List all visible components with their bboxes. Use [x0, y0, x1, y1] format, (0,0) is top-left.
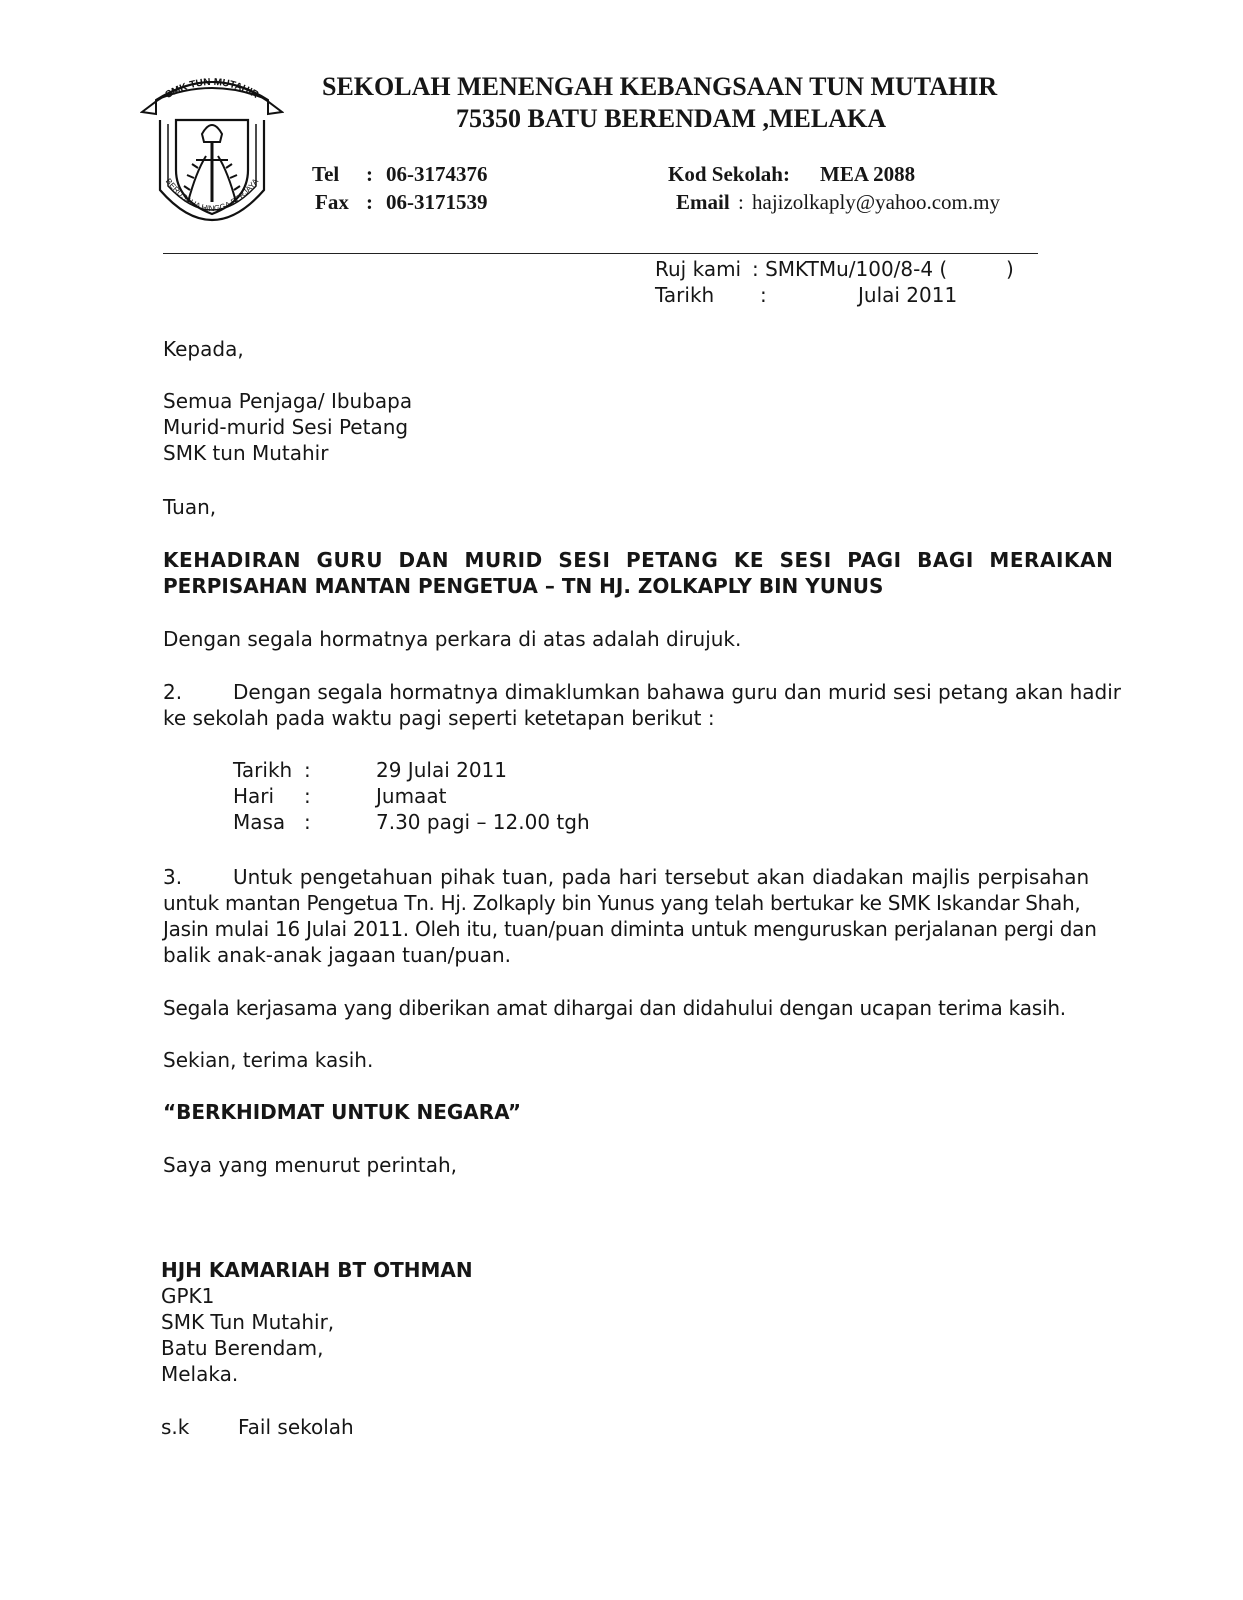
ruj-kami-label: Ruj kami [655, 257, 742, 281]
fax-label: Fax [315, 190, 349, 214]
paragraph-3-number: 3. [163, 865, 183, 889]
recipient-line-3: SMK tun Mutahir [163, 441, 329, 465]
motto: “BERKHIDMAT UNTUK NEGARA” [163, 1100, 521, 1124]
paragraph-2-number: 2. [163, 680, 183, 704]
schedule-masa-value: 7.30 pagi – 12.00 tgh [376, 810, 590, 834]
paragraph-4: Segala kerjasama yang diberikan amat dihargai dan didahului dengan ucapan terima kasih. [163, 996, 1066, 1020]
signatory-city: Batu Berendam, [161, 1336, 324, 1360]
email-sep: : [738, 190, 744, 214]
paragraph-2-line-2: ke sekolah pada waktu pagi seperti ketetapan berikut : [163, 706, 715, 730]
cc-value: Fail sekolah [238, 1415, 354, 1439]
schedule-tarikh-value: 29 Julai 2011 [376, 758, 508, 782]
tel-label: Tel [312, 162, 340, 186]
recipient-line-2: Murid-murid Sesi Petang [163, 415, 409, 439]
schedule-masa-sep: : [304, 810, 311, 834]
kod-sekolah-label: Kod Sekolah: [668, 162, 790, 186]
tarikh-label: Tarikh [655, 283, 715, 307]
tarikh-sep: : [760, 283, 767, 307]
fax-value: 06-3171539 [386, 190, 488, 214]
tel-sep: : [366, 162, 373, 186]
email-value[interactable]: hajizolkaply@yahoo.com.my [752, 190, 1000, 214]
paragraph-3-line-3: Jasin mulai 16 Julai 2011. Oleh itu, tuan/puan diminta untuk menguruskan perjalanan pergi dan [163, 917, 1097, 941]
signatory-name: HJH KAMARIAH BT OTHMAN [161, 1258, 473, 1282]
ruj-kami-value: : SMKTMu/100/8-4 ( [752, 257, 948, 281]
closing: Sekian, terima kasih. [163, 1048, 374, 1072]
paragraph-3-line-4: balik anak-anak jagaan tuan/puan. [163, 943, 512, 967]
schedule-hari-value: Jumaat [376, 784, 447, 808]
school-logo [140, 72, 284, 240]
subject-line-1 [163, 547, 1114, 573]
tarikh-value: Julai 2011 [858, 283, 958, 307]
schedule-tarikh-label: Tarikh [233, 758, 293, 782]
email-label: Email [676, 190, 730, 214]
signatory-state: Melaka. [161, 1362, 239, 1386]
ruj-kami-close: ) [1006, 257, 1014, 281]
schedule-tarikh-sep: : [304, 758, 311, 782]
kod-sekolah-value: MEA 2088 [820, 162, 916, 186]
school-address: 75350 BATU BERENDAM ,MELAKA [456, 104, 886, 133]
schedule-hari-sep: : [304, 784, 311, 808]
paragraph-3-line-1: Untuk pengetahuan pihak tuan, pada hari tersebut akan diadakan majlis perpisahan [233, 865, 1090, 889]
signatory-org: SMK Tun Mutahir, [161, 1310, 335, 1334]
signatory-title: GPK1 [161, 1284, 215, 1308]
tel-value: 06-3174376 [386, 162, 488, 186]
paragraph-1: Dengan segala hormatnya perkara di atas adalah dirujuk. [163, 627, 742, 651]
paragraph-3-line-2: untuk mantan Pengetua Tn. Hj. Zolkaply bin Yunus yang telah bertukar ke SMK Iskandar Shah, [163, 891, 1081, 915]
school-name: SEKOLAH MENENGAH KEBANGSAAN TUN MUTAHIR [322, 72, 998, 101]
header-divider [163, 253, 1038, 254]
fax-sep: : [366, 190, 373, 214]
paragraph-2-line-1: Dengan segala hormatnya dimaklumkan bahawa guru dan murid sesi petang akan hadir [233, 680, 1122, 704]
subject-text-1: KEHADIRAN GURU DAN MURID SESI PETANG KE SESI PAGI BAGI MERAIKAN [163, 548, 1114, 572]
subject-line-2: PERPISAHAN MANTAN PENGETUA – TN HJ. ZOLKAPLY BIN YUNUS [163, 574, 884, 598]
cc-label: s.k [161, 1415, 190, 1439]
salutation: Tuan, [163, 495, 217, 519]
signoff: Saya yang menurut perintah, [163, 1153, 458, 1177]
recipient-line-1: Semua Penjaga/ Ibubapa [163, 389, 413, 413]
schedule-masa-label: Masa [233, 810, 286, 834]
svg-text:SMK TUN MUTAHIR: SMK TUN MUTAHIR [163, 76, 261, 101]
svg-text:BERUSAHA HINGGA BERJAYA: BERUSAHA HINGGA BERJAYA [163, 176, 261, 214]
kepada: Kepada, [163, 337, 244, 361]
schedule-hari-label: Hari [233, 784, 275, 808]
